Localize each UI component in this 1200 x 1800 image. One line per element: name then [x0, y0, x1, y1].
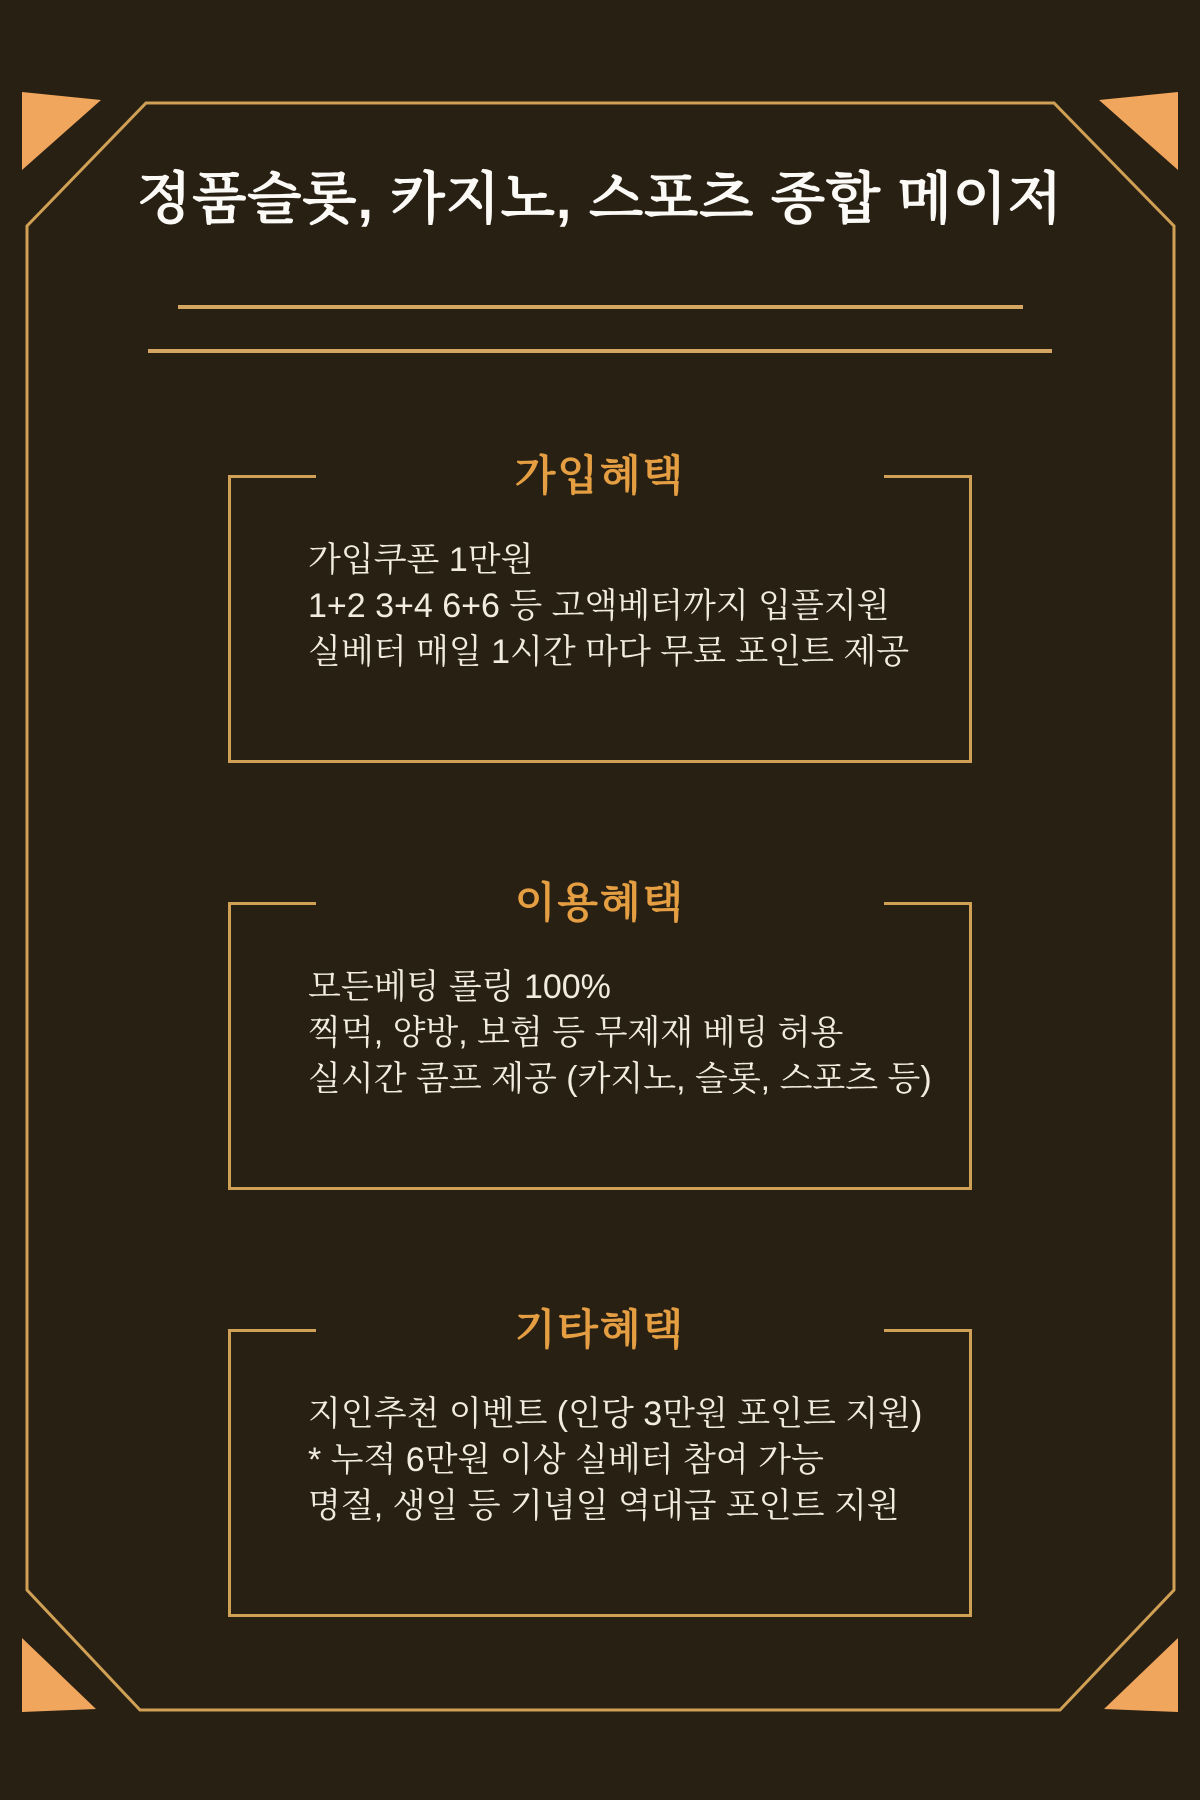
benefit-line: 실베터 매일 1시간 마다 무료 포인트 제공: [308, 633, 910, 671]
section2-heading: 이용혜택: [514, 879, 686, 926]
benefit-line: * 누적 6만원 이상 실베터 참여 가능: [308, 1441, 824, 1479]
page-title: 정품슬롯, 카지노, 스포츠 종합 메이저: [137, 167, 1063, 230]
corner-triangle-bottom-right-icon: [1104, 1638, 1178, 1712]
corner-triangle-top-left-icon: [22, 92, 101, 170]
section1-heading: 가입혜택: [514, 452, 686, 499]
title-divider-lower: [148, 349, 1052, 353]
section-other-benefits: [228, 1306, 972, 1617]
corner-triangle-top-right-icon: [1099, 92, 1178, 170]
section-signup-benefits: [228, 452, 972, 763]
title-divider-upper: [178, 305, 1023, 309]
section1-body: [308, 537, 959, 675]
benefit-line: 모든베팅 롤링 100%: [308, 968, 611, 1006]
benefit-line: 명절, 생일 등 기념일 역대급 포인트 지원: [308, 1487, 900, 1525]
corner-triangle-bottom-left-icon: [22, 1638, 96, 1712]
benefit-line: 찍먹, 양방, 보험 등 무제재 베팅 허용: [308, 1014, 844, 1052]
section-usage-benefits: [228, 879, 972, 1190]
section3-heading: 기타혜택: [514, 1306, 686, 1353]
benefit-line: 가입쿠폰 1만원: [308, 541, 534, 579]
section2-body: [308, 964, 959, 1102]
benefit-line: 지인추천 이벤트 (인당 3만원 포인트 지원): [308, 1395, 923, 1433]
benefit-line: 1+2 3+4 6+6 등 고액베터까지 입플지원: [308, 587, 890, 625]
benefit-line: 실시간 콤프 제공 (카지노, 슬롯, 스포츠 등): [308, 1060, 932, 1098]
section3-body: [308, 1391, 959, 1529]
